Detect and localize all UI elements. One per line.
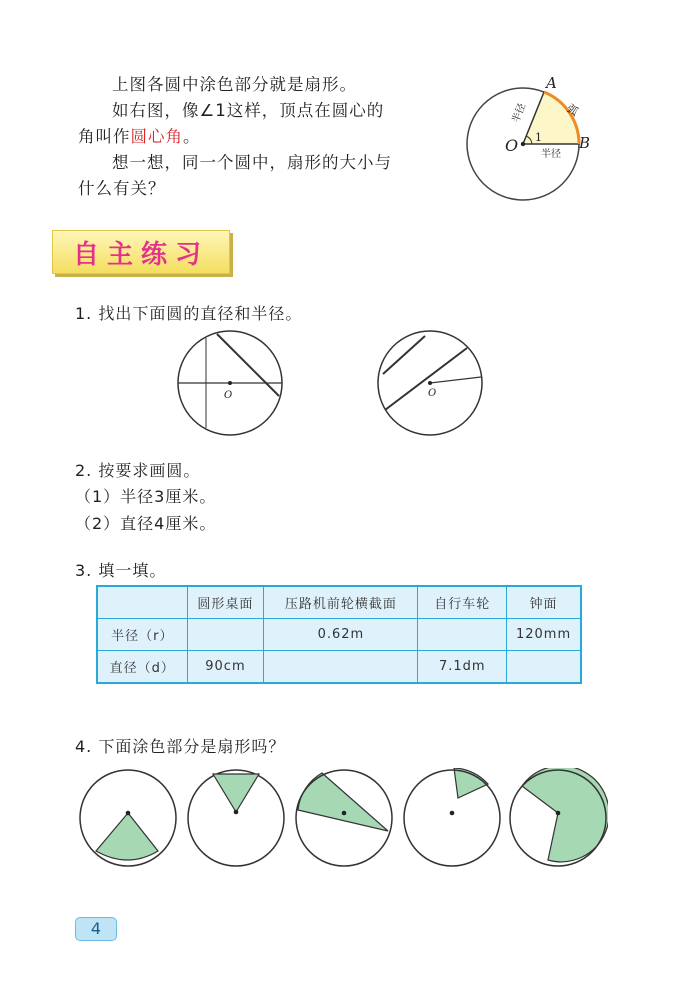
intro-paragraph <box>78 72 458 202</box>
sector-figure <box>455 70 615 210</box>
q4-circle-3 <box>294 768 394 868</box>
label-arc: 弧 <box>564 101 581 119</box>
q4-shape-4 <box>454 768 488 798</box>
label-B: B <box>579 134 591 152</box>
center-dot <box>521 142 525 146</box>
q4-shape-1 <box>96 813 158 860</box>
intro-line-1: 上图各圆中涂色部分就是扇形。 <box>112 75 357 94</box>
fill-in-table <box>96 585 582 684</box>
table-row-radius <box>97 619 581 651</box>
self-practice-banner: 自主练习 <box>52 230 230 274</box>
table-cell[interactable] <box>187 619 264 651</box>
q2-item-1: （1）半径3厘米。 <box>75 487 217 506</box>
row-label: 直径（d） <box>97 651 187 684</box>
q4-text: 4. 下面涂色部分是扇形吗？ <box>75 737 286 756</box>
table-row-diameter <box>97 651 581 684</box>
q1-left-center-label: O <box>224 390 233 401</box>
table-cell[interactable]: 7.1dm <box>418 651 507 684</box>
table-corner-cell <box>97 586 187 619</box>
q4-circle-2 <box>186 768 286 868</box>
label-A: A <box>546 74 557 92</box>
q4-circle-5 <box>508 768 608 868</box>
intro-line-2: 如右图，像∠1这样，顶点在圆心的 <box>112 101 385 120</box>
q1-circle-right <box>375 330 485 440</box>
table-header: 自行车轮 <box>418 586 507 619</box>
intro-line-5: 什么有关？ <box>78 179 166 198</box>
table-header: 钟面 <box>507 586 581 619</box>
q4-shape-2 <box>213 774 259 812</box>
table-cell[interactable] <box>418 619 507 651</box>
q2-text: 2. 按要求画圆。 <box>75 461 201 480</box>
intro-line-3 <box>78 124 458 150</box>
label-radius-slanted: 半径 <box>510 101 529 125</box>
q4-circle-1 <box>78 768 178 868</box>
figure-sector <box>523 92 579 144</box>
q1-circle-left <box>175 330 285 440</box>
label-angle-1: 1 <box>535 131 542 144</box>
intro-line-3-post: 。 <box>183 127 201 146</box>
q4-circle-4 <box>402 768 502 868</box>
table-header: 圆形桌面 <box>187 586 264 619</box>
label-O: O <box>505 136 519 155</box>
q2-item-2: （2）直径4厘米。 <box>75 514 217 533</box>
table-cell[interactable]: 120mm <box>507 619 581 651</box>
intro-line-3-pre: 角叫作 <box>78 127 131 146</box>
row-label: 半径（r） <box>97 619 187 651</box>
table-cell[interactable]: 0.62m <box>264 619 418 651</box>
intro-line-4: 想一想，同一个圆中，扇形的大小与 <box>112 153 392 172</box>
q1-text: 1. 找出下面圆的直径和半径。 <box>75 304 303 323</box>
table-header-row <box>97 586 581 619</box>
table-header: 压路机前轮横截面 <box>264 586 418 619</box>
q1-right-center-label: O <box>428 388 437 399</box>
page-number: 4 <box>75 917 117 941</box>
table-cell[interactable]: 90cm <box>187 651 264 684</box>
central-angle-term: 圆心角 <box>130 127 183 146</box>
q3-text: 3. 填一填。 <box>75 561 167 580</box>
label-radius-bottom: 半径 <box>541 149 561 160</box>
table-cell[interactable] <box>507 651 581 684</box>
table-cell[interactable] <box>264 651 418 684</box>
